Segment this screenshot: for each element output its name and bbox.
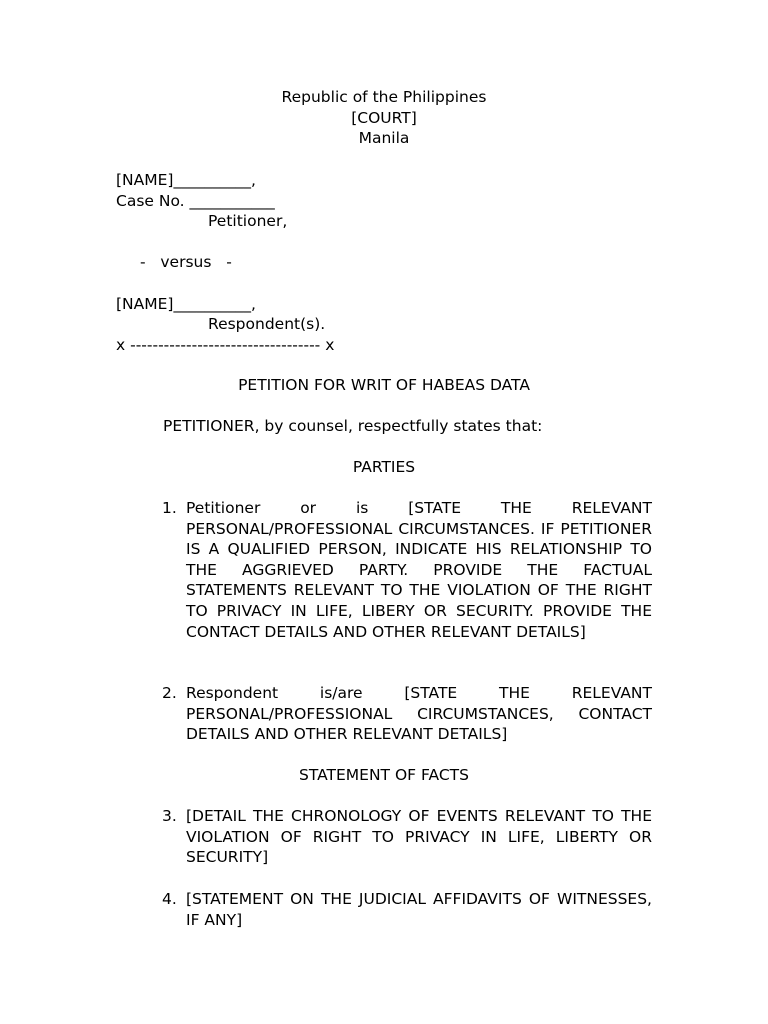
section-heading-facts: STATEMENT OF FACTS — [299, 766, 469, 784]
item-number: 1. — [162, 499, 177, 517]
item-number: 4. — [162, 890, 177, 908]
versus-line: - versus - — [140, 253, 232, 272]
item-text: [DETAIL THE CHRONOLOGY OF EVENTS RELEVANT TO THE VIOLATION OF RIGHT TO PRIVACY IN LIFE, LIBERTY OR SECURITY] — [186, 807, 652, 867]
petitioner-label: Petitioner, — [208, 212, 288, 231]
item-text: [STATEMENT ON THE JUDICIAL AFFIDAVITS OF WITNESSES, IF ANY] — [186, 890, 652, 929]
header-city: Manila — [358, 129, 410, 148]
intro-paragraph: PETITIONER, by counsel, respectfully states that: — [163, 417, 543, 435]
court-header — [0, 87, 768, 149]
spacer — [116, 232, 416, 253]
petitioner-name: [NAME]__________, — [116, 171, 256, 189]
respondent-name: [NAME]__________, — [116, 294, 256, 313]
item-number: 3. — [162, 807, 177, 825]
spacer — [116, 273, 416, 294]
item-text: Petitioner or is [STATE THE RELEVANT PERSONAL/PROFESSIONAL CIRCUMSTANCES. IF PETITIONER IS A QUALIFIED PERSON, INDICATE HIS RELATIONSHIP TO THE AGGRIEVED PARTY. PROVIDE THE FACTUAL STATEMENTS RELEVANT TO THE VIOLATION OF THE RIGHT TO PRIVACY IN LIFE, LIBERY OR SECURITY. PROVIDE THE CONTACT DETAILS AND OTHER RELEVANT DETAILS] — [186, 499, 652, 641]
document-title: PETITION FOR WRIT OF HABEAS DATA — [238, 376, 530, 394]
list-item — [162, 889, 652, 930]
header-court: [COURT] — [351, 108, 417, 127]
case-caption — [116, 170, 416, 355]
facts-list-2 — [162, 889, 652, 930]
list-item — [162, 806, 652, 868]
section-heading-parties: PARTIES — [352, 458, 416, 476]
caption-separator: x ---------------------------------- x — [116, 335, 335, 354]
case-number: Case No. ___________ — [116, 191, 275, 210]
list-item — [162, 498, 652, 642]
item-text: Respondent is/are [STATE THE RELEVANT PERSONAL/PROFESSIONAL CIRCUMSTANCES, CONTACT DETAILS AND OTHER RELEVANT DETAILS] — [186, 684, 652, 744]
parties-list-2 — [162, 683, 652, 745]
facts-list — [162, 806, 652, 868]
header-republic: Republic of the Philippines — [281, 88, 487, 106]
parties-list — [162, 498, 652, 642]
respondent-label: Respondent(s). — [208, 315, 326, 334]
list-item — [162, 683, 652, 745]
item-number: 2. — [162, 684, 177, 702]
